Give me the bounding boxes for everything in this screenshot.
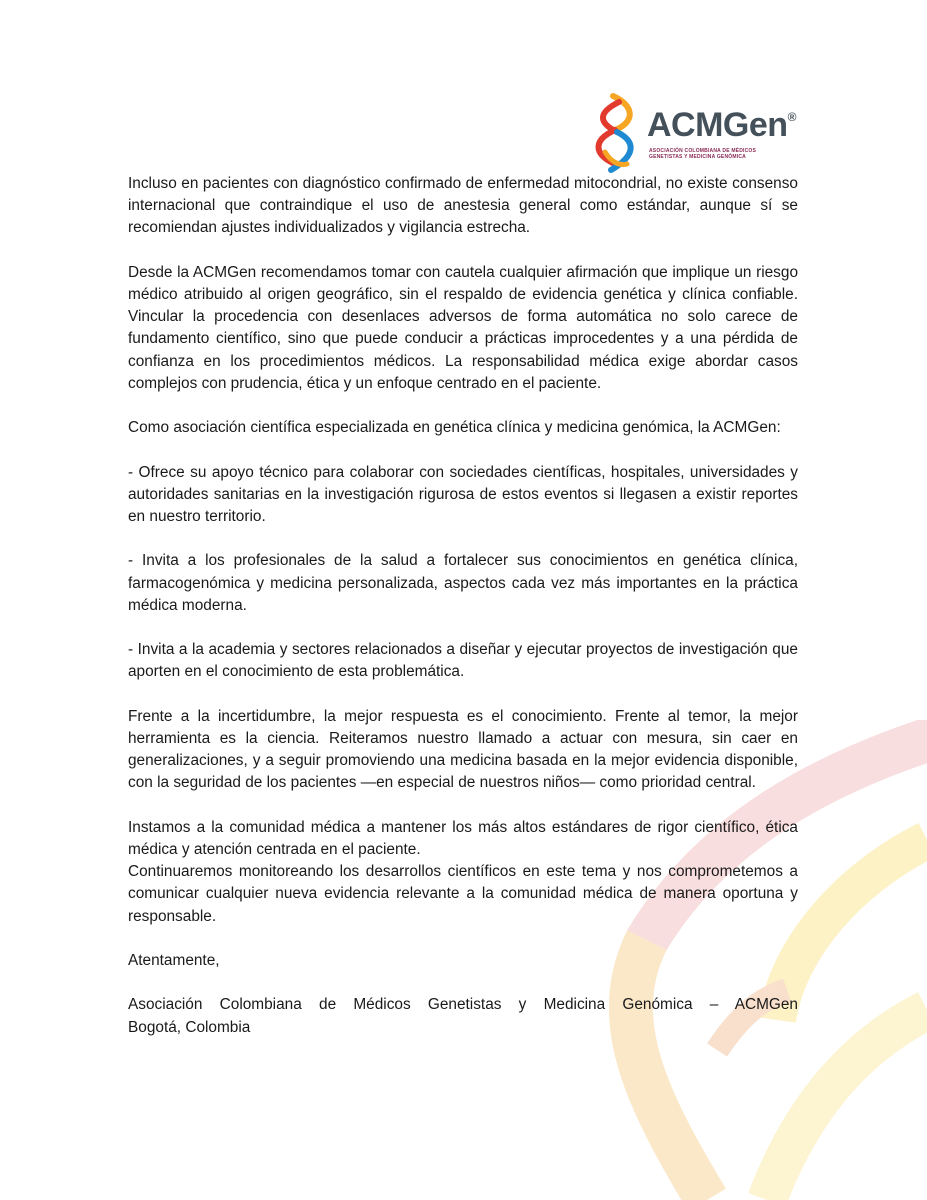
bullet-technical-support: - Ofrece su apoyo técnico para colaborar con sociedades científicas, hospitales, universidades y autoridades sanitarias en la investigación rigurosa de estos eventos si llegasen a existir reportes en nuestro territorio. bbox=[128, 463, 798, 525]
logo-tagline: ASOCIACIÓN COLOMBIANA DE MÉDICOS GENETISTAS Y MEDICINA GENÓMICA bbox=[649, 148, 757, 160]
paragraph-knowledge: Frente a la incertidumbre, la mejor respuesta es el conocimiento. Frente al temor, la mejor herramienta es la ciencia. Reiteramos nuestro llamado a actuar con mesura, sin caer en generalizaciones, y a seguir promoviendo una medicina basada en la mejor evidencia disponible, con la seguridad de los pacientes —en especial de nuestros niños— como prioridad central. bbox=[128, 707, 798, 792]
paragraph-mitochondrial: Incluso en pacientes con diagnóstico confirmado de enfermedad mitocondrial, no existe consenso internacional que contraindique el uso de anestesia general como estándar, aunque sí se recomiendan ajustes individualizados y vigilancia estrecha. bbox=[128, 175, 798, 237]
logo-wordmark: ACMGen® bbox=[647, 106, 796, 144]
bullet-academia: - Invita a la academia y sectores relacionados a diseñar y ejecutar proyectos de investigación que aporten en el conocimiento de esta problemática. bbox=[128, 641, 798, 681]
acmgen-logo bbox=[585, 92, 796, 174]
signature-city: Bogotá, Colombia bbox=[128, 1018, 251, 1036]
signature-organization: Asociación Colombiana de Médicos Genetistas y Medicina Genómica – ACMGen bbox=[128, 996, 798, 1014]
letter-body bbox=[128, 173, 798, 1039]
paragraph-monitoring: Continuaremos monitoreando los desarrollos científicos en este tema y nos comprometemos a comunicar cualquier nueva evidencia relevante a la comunidad médica de manera oportuna y responsable. bbox=[128, 863, 798, 925]
paragraph-association-intro: Como asociación científica especializada en genética clínica y medicina genómica, la ACMGen: bbox=[128, 419, 781, 437]
closing: Atentamente, bbox=[128, 951, 220, 969]
paragraph-recommendation: Desde la ACMGen recomendamos tomar con cautela cualquier afirmación que implique un riesgo médico atribuido al origen geográfico, sin el respaldo de evidencia genética y clínica confiable. Vincular la procedencia con desenlaces adversos de forma automática no solo carece de fundamento científico, sino que puede conducir a prácticas improcedentes y a una pérdida de confianza en los procedimientos médicos. La responsabilidad médica exige abordar casos complejos con prudencia, ética y un enfoque centrado en el paciente. bbox=[128, 263, 798, 392]
bullet-professionals: - Invita a los profesionales de la salud a fortalecer sus conocimientos en genética clínica, farmacogenómica y medicina personalizada, aspectos cada vez más importantes en la práctica médica moderna. bbox=[128, 552, 798, 614]
paragraph-standards: Instamos a la comunidad médica a mantener los más altos estándares de rigor científico, ética médica y atención centrada en el paciente. bbox=[128, 818, 798, 858]
dna-helix-icon bbox=[585, 92, 645, 174]
